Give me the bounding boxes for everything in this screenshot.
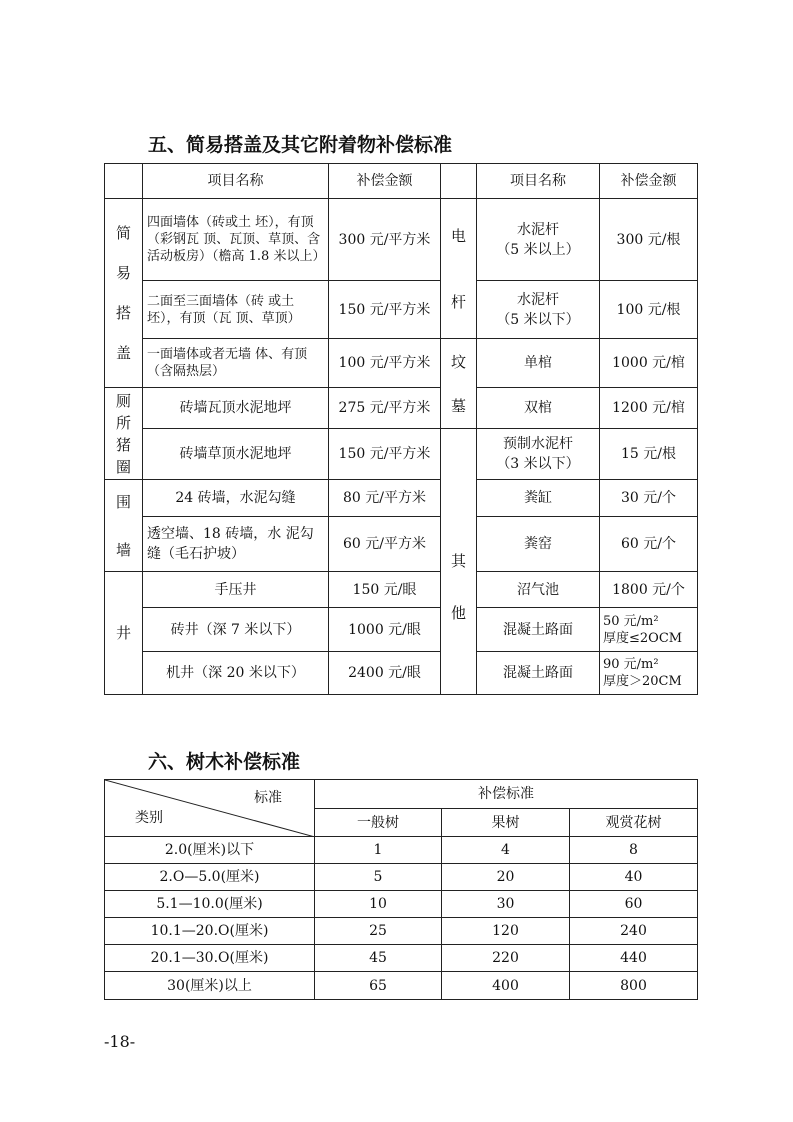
value-cell: 60 [570, 891, 698, 918]
category-utility-pole: 电 杆 [441, 199, 477, 339]
item-name: 24 砖墙，水泥勾缝 [143, 480, 329, 517]
item-name: 水泥杆 （5 米以下） [477, 281, 600, 339]
column-header: 果树 [442, 809, 570, 837]
item-name: 单棺 [477, 339, 600, 388]
tree-category: 2.O—5.0(厘米) [105, 864, 315, 891]
diagonal-header-cell [105, 780, 315, 837]
value-cell: 4 [442, 837, 570, 864]
item-name: 混凝土路面 [477, 608, 600, 652]
item-amount: 150 元/眼 [329, 572, 441, 608]
item-name: 砖墙瓦顶水泥地坪 [143, 388, 329, 429]
value-cell: 240 [570, 918, 698, 945]
tree-category: 20.1—30.O(厘米) [105, 945, 315, 972]
item-name: 水泥杆 （5 米以上） [477, 199, 600, 281]
item-name: 机井（深 20 米以下） [143, 652, 329, 695]
item-amount: 150 元/平方米 [329, 281, 441, 339]
tree-category: 5.1—10.0(厘米) [105, 891, 315, 918]
column-header: 一般树 [315, 809, 442, 837]
value-cell: 25 [315, 918, 442, 945]
value-cell: 65 [315, 972, 442, 1000]
header-amount-left: 补偿金额 [329, 164, 441, 199]
table-row [105, 972, 698, 1000]
table-header-row [105, 164, 698, 199]
group-header: 补偿标准 [315, 780, 698, 809]
item-amount: 90 元/m² 厚度＞20CM [600, 652, 698, 695]
section5-title: 五、简易搭盖及其它附着物补偿标准 [148, 134, 453, 156]
item-name: 混凝土路面 [477, 652, 600, 695]
table-row [105, 918, 698, 945]
item-name: 手压井 [143, 572, 329, 608]
table-row [105, 517, 698, 572]
value-cell: 45 [315, 945, 442, 972]
item-name: 一面墙体或者无墙 体、有顶（含隔热层） [143, 339, 329, 388]
item-amount: 100 元/根 [600, 281, 698, 339]
table-row [105, 281, 698, 339]
attachments-compensation-table [104, 163, 698, 695]
item-name: 砖墙草顶水泥地坪 [143, 429, 329, 480]
item-amount: 30 元/个 [600, 480, 698, 517]
header-item-name-left: 项目名称 [143, 164, 329, 199]
item-name: 砖井（深 7 米以下） [143, 608, 329, 652]
table-row [105, 339, 698, 388]
table-row [105, 864, 698, 891]
item-amount: 150 元/平方米 [329, 429, 441, 480]
item-name: 二面至三面墙体（砖 或土坯），有顶（瓦 顶、草顶） [143, 281, 329, 339]
item-amount: 80 元/平方米 [329, 480, 441, 517]
table-row [105, 837, 698, 864]
header-amount-right: 补偿金额 [600, 164, 698, 199]
item-amount: 60 元/个 [600, 517, 698, 572]
table-row [105, 199, 698, 281]
item-amount: 1800 元/个 [600, 572, 698, 608]
item-amount: 50 元/m² 厚度≤2OCM [600, 608, 698, 652]
value-cell: 5 [315, 864, 442, 891]
value-cell: 800 [570, 972, 698, 1000]
item-name: 透空墙、18 砖墙，水 泥勾缝（毛石护坡） [143, 517, 329, 572]
category-simple-shed: 简 易 搭 盖 [105, 199, 143, 388]
tree-category: 10.1—20.O(厘米) [105, 918, 315, 945]
corner-label-category: 类别 [135, 810, 163, 826]
table-row [105, 572, 698, 608]
tree-category: 30(厘米)以上 [105, 972, 315, 1000]
item-amount: 1200 元/棺 [600, 388, 698, 429]
section6-title: 六、树木补偿标准 [148, 751, 301, 773]
item-amount: 2400 元/眼 [329, 652, 441, 695]
table-row [105, 608, 698, 652]
category-toilet-pigsty: 厕 所 猪 圈 [105, 388, 143, 480]
value-cell: 440 [570, 945, 698, 972]
corner-label-standard: 标准 [254, 790, 282, 806]
header-item-name-right: 项目名称 [477, 164, 600, 199]
value-cell: 40 [570, 864, 698, 891]
item-amount: 60 元/平方米 [329, 517, 441, 572]
item-amount: 1000 元/棺 [600, 339, 698, 388]
table-row [105, 429, 698, 480]
category-grave: 坟 墓 [441, 339, 477, 429]
table-row [105, 652, 698, 695]
value-cell: 1 [315, 837, 442, 864]
item-name: 四面墙体（砖或土 坯），有顶（彩钢瓦 顶、瓦顶、草顶、含 活动板房）（檐高 1.8 米以上） [143, 199, 329, 281]
item-amount: 300 元/根 [600, 199, 698, 281]
value-cell: 30 [442, 891, 570, 918]
tree-category: 2.0(厘米)以下 [105, 837, 315, 864]
page-number: -18- [104, 1032, 136, 1051]
category-wall: 围 墙 [105, 480, 143, 572]
item-amount: 15 元/根 [600, 429, 698, 480]
table-row [105, 891, 698, 918]
value-cell: 8 [570, 837, 698, 864]
item-name: 粪窑 [477, 517, 600, 572]
item-name: 双棺 [477, 388, 600, 429]
table-row [105, 388, 698, 429]
item-amount: 275 元/平方米 [329, 388, 441, 429]
value-cell: 220 [442, 945, 570, 972]
item-name: 粪缸 [477, 480, 600, 517]
item-name: 预制水泥杆 （3 米以下） [477, 429, 600, 480]
item-amount: 1000 元/眼 [329, 608, 441, 652]
table-row [105, 945, 698, 972]
value-cell: 120 [442, 918, 570, 945]
item-name: 沼气池 [477, 572, 600, 608]
value-cell: 10 [315, 891, 442, 918]
value-cell: 20 [442, 864, 570, 891]
column-header: 观赏花树 [570, 809, 698, 837]
value-cell: 400 [442, 972, 570, 1000]
table-row [105, 480, 698, 517]
tree-compensation-table [104, 779, 698, 1000]
item-amount: 100 元/平方米 [329, 339, 441, 388]
item-amount: 300 元/平方米 [329, 199, 441, 281]
category-well: 井 [105, 572, 143, 695]
category-other: 其 他 [441, 429, 477, 695]
